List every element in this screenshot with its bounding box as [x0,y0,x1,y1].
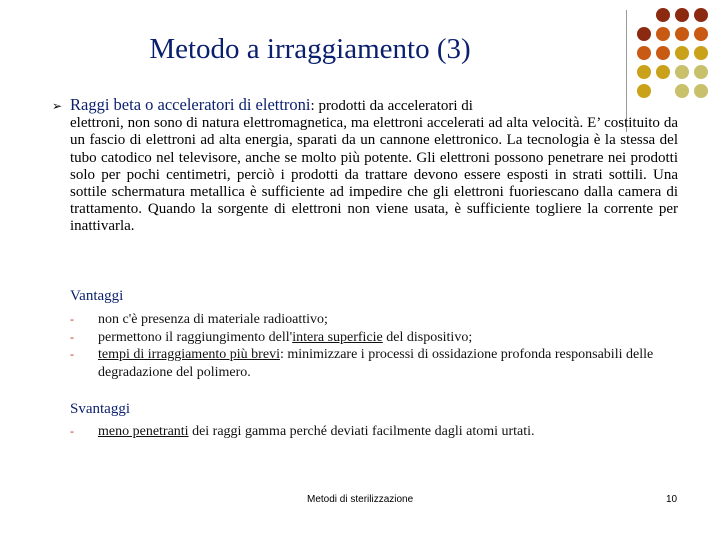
dash-bullet-icon: - [70,424,74,438]
decor-dot [694,27,708,41]
decor-dot [637,27,651,41]
dash-bullet-icon: - [70,312,74,326]
svantaggi-list [70,423,670,441]
svantaggi-item-1 [70,423,670,441]
decor-dot [675,8,689,22]
dash-bullet-icon: - [70,347,74,361]
footer-page-number: 10 [666,494,678,505]
decor-dot [694,8,708,22]
decor-dot [637,84,651,98]
vantaggi-item-3-after: : minimizzare i processi di ossidazione profonda responsabili delle degradazione del polimero. [98,347,654,380]
decor-dot [637,46,651,60]
decor-dot [656,27,670,41]
vantaggi-heading: Vantaggi [70,288,124,304]
main-bullet-paragraph [70,95,678,236]
decor-dot [694,84,708,98]
main-bullet-colon: : [310,98,315,114]
main-bullet-line1: prodotti da acceleratori di [314,98,473,114]
slide-title: Metodo a irraggiamento (3) [149,33,471,65]
main-bullet-continuation: elettroni, non sono di natura elettromagnetica, ma elettroni accelerati ad alta velocità. E’ costituito da un fascio di elettroni ad alta energia, sparati da un cannone elettronico. La tecnologia è la stessa del tubo catodico nel televisore, anche se molto più potente. Gli elettroni possono penetrare nei prodotti solo per pochi centimetri, perciò i prodotti da trattare devono essere esposti in strati sottili. Una sottile schermatura metallica è sufficiente ad impedire che gli elettroni fuoriescano dalla camera di trattamento. Quando la sorgente di elettroni non viene usata, è sufficiente togliere la corrente per inattivarla. [70,115,678,235]
svantaggi-item-1-after: dei raggi gamma perché deviati facilmente dagli atomi urtati. [188,424,535,439]
decor-dot [675,46,689,60]
vantaggi-item-3 [70,346,670,381]
decor-dot [656,8,670,22]
decor-vertical-line [626,10,627,132]
vantaggi-item-1 [70,311,670,329]
footer-title: Metodi di sterilizzazione [307,494,414,505]
decor-dot [675,27,689,41]
vantaggi-list [70,311,670,381]
vantaggi-item-3-underlined: tempi di irraggiamento più brevi [98,347,280,362]
arrow-bullet-icon: ➢ [52,99,63,113]
decor-dot [637,65,651,79]
decor-dot-grid [637,8,717,108]
decor-dot [656,46,670,60]
vantaggi-item-2-text: permettono il raggiungimento dell' [98,329,293,345]
decor-dot [694,65,708,79]
decor-dot [675,65,689,79]
vantaggi-item-2-after: del dispositivo; [382,329,473,345]
dash-bullet-icon: - [70,329,74,344]
decor-dot [675,84,689,98]
vantaggi-item-2-underlined: intera superficie [292,329,383,345]
vantaggi-item-1-text: non c'è presenza di materiale radioattivo; [98,312,328,327]
main-bullet-lead: Raggi beta o acceleratori di elettroni [70,95,311,114]
svantaggi-item-1-underlined: meno penetranti [98,424,189,439]
svantaggi-heading: Svantaggi [70,401,130,417]
vantaggi-item-2 [70,329,670,347]
decor-dot [694,46,708,60]
decor-dot [656,65,670,79]
